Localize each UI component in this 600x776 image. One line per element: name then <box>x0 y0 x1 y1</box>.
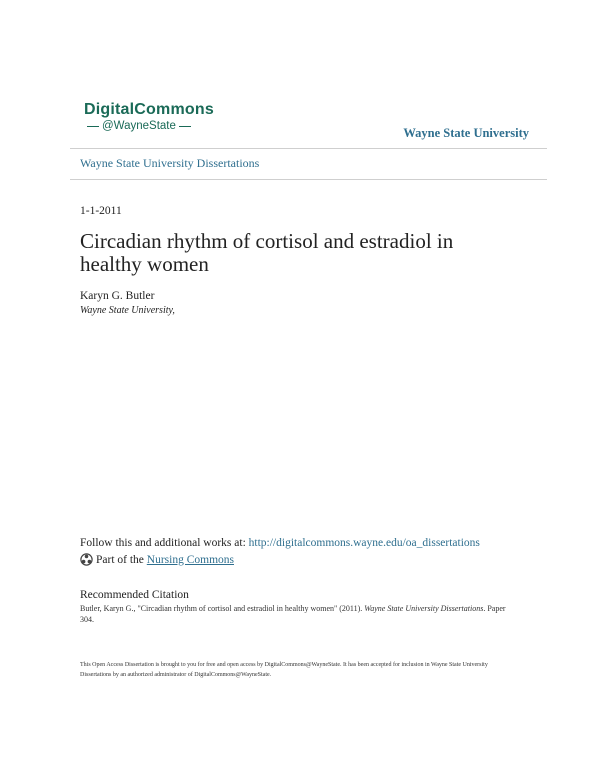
citation-part-1: Butler, Karyn G., "Circadian rhythm of cortisol and estradiol in healthy women" (2011). <box>80 604 365 613</box>
logo-dash-left <box>87 126 99 127</box>
recommended-citation-heading: Recommended Citation <box>80 589 189 601</box>
author-affiliation: Wayne State University, <box>80 305 175 316</box>
follow-line <box>80 537 480 549</box>
series-divider <box>70 179 547 180</box>
commons-network-icon <box>80 553 93 566</box>
access-statement: This Open Access Dissertation is brought to you for free and open access by DigitalCommons@WayneState. It has been accepted for inclusion in Wayne State University Dissertations by an authorized administrator of DigitalCommons@WayneState. <box>80 662 488 678</box>
part-of-line <box>80 553 234 566</box>
follow-url-link[interactable]: http://digitalcommons.wayne.edu/oa_dissertations <box>248 537 480 549</box>
author-name: Karyn G. Butler <box>80 290 155 302</box>
nursing-commons-link[interactable]: Nursing Commons <box>146 553 234 566</box>
logo-dash-right <box>179 126 191 127</box>
series-link[interactable]: Wayne State University Dissertations <box>80 156 260 170</box>
publication-date: 1-1-2011 <box>80 205 122 217</box>
part-of-prefix: Part of the <box>96 553 144 566</box>
top-divider <box>70 148 547 149</box>
logo-wordmark: DigitalCommons <box>84 101 214 118</box>
citation-series: Wayne State University Dissertations <box>364 604 484 613</box>
logo-subline <box>84 119 224 133</box>
follow-prefix: Follow this and additional works at: <box>80 537 249 549</box>
university-link[interactable]: Wayne State University <box>403 126 529 140</box>
digitalcommons-logo[interactable] <box>84 102 224 133</box>
citation-part-2: . Paper 304. <box>80 604 506 624</box>
logo-sub-wordmark: @WayneState <box>102 120 176 132</box>
document-title: Circadian rhythm of cortisol and estradiol in healthy women <box>80 229 454 276</box>
citation-text <box>80 603 520 625</box>
